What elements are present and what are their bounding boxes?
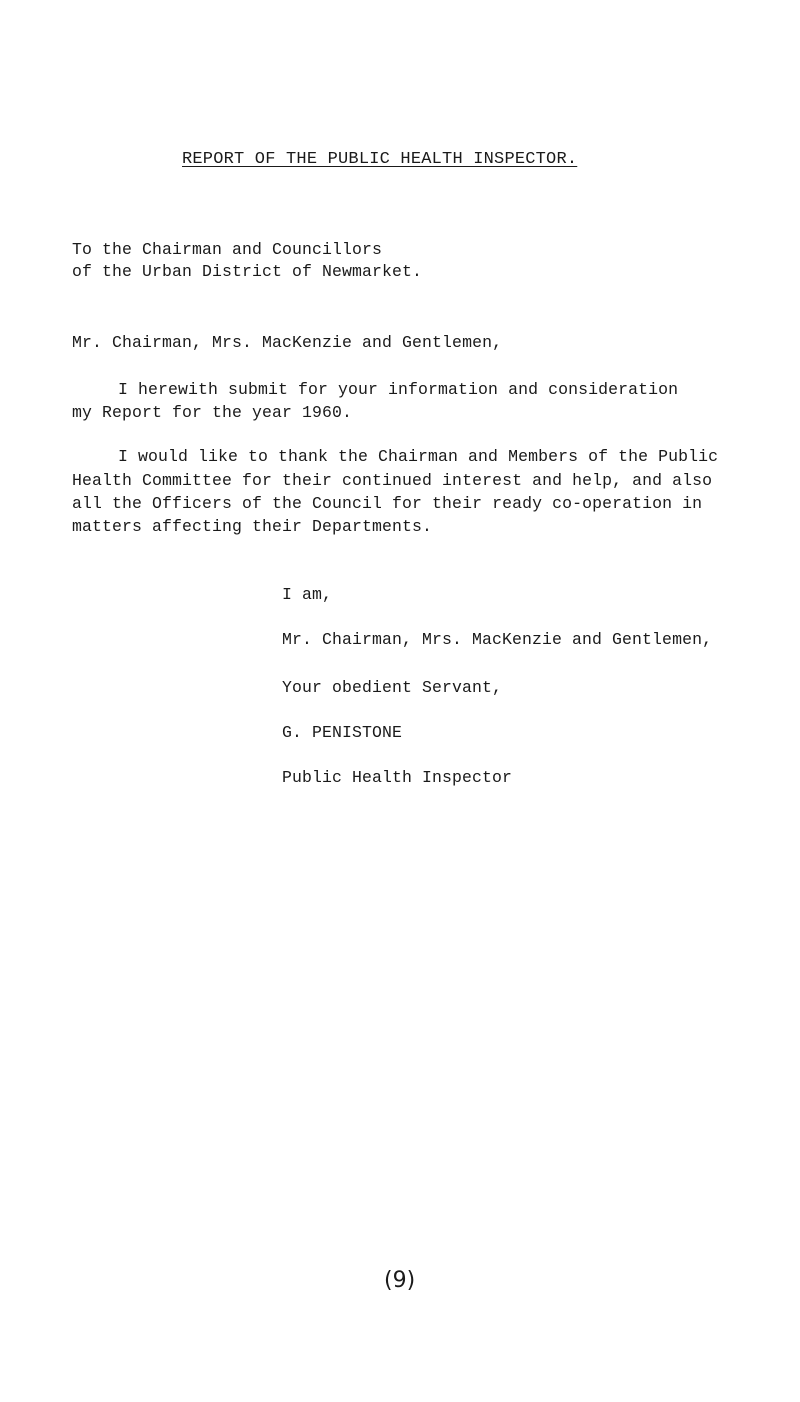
closing-line-1: I am, [282,585,333,604]
paragraph1-line-2: my Report for the year 1960. [72,403,353,422]
paragraph2-line-4: matters affecting their Departments. [72,517,433,536]
paragraph1-line-1: I herewith submit for your information and consideration [118,380,679,399]
report-title: REPORT OF THE PUBLIC HEALTH INSPECTOR. [182,150,578,169]
paragraph2-line-2: Health Committee for their continued interest and help, and also [72,471,713,490]
paragraph2-line-3: all the Officers of the Council for their ready co-operation in [72,494,703,513]
signatory-role: Public Health Inspector [282,768,513,787]
closing-line-3: Your obedient Servant, [282,678,503,697]
salutation: Mr. Chairman, Mrs. MacKenzie and Gentlemen, [72,333,503,352]
address-line-1: To the Chairman and Councillors [72,240,383,259]
signatory-name: G. PENISTONE [282,723,403,742]
closing-line-2: Mr. Chairman, Mrs. MacKenzie and Gentlemen, [282,630,713,649]
paragraph2-line-1: I would like to thank the Chairman and Members of the Public [118,447,719,466]
page-number: (9) [384,1268,416,1293]
address-line-2: of the Urban District of Newmarket. [72,262,423,281]
